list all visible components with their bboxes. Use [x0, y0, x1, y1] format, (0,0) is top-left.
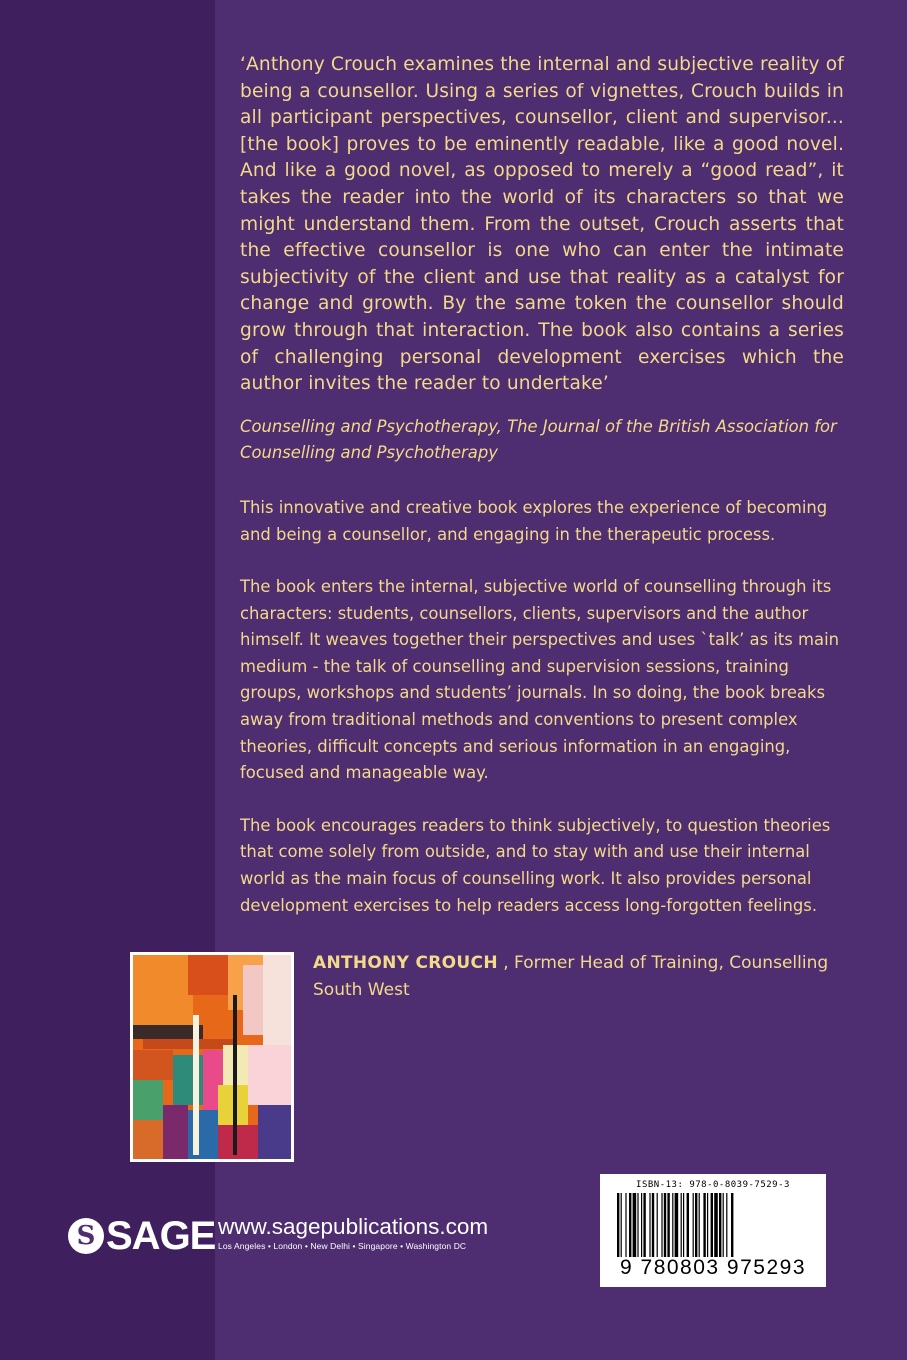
barcode-bar [625, 1193, 626, 1257]
barcode-bar [621, 1193, 622, 1257]
author-role: , Former Head of Training, Counselling South West [313, 953, 829, 1000]
isbn-label: ISBN-13: 978-0-8039-7529-3 [636, 1180, 790, 1190]
review-source: Counselling and Psychotherapy, The Journal of the British Association for Counselling and Psychotherapy [240, 416, 837, 463]
barcode-bar [693, 1193, 694, 1257]
barcode-bar [643, 1193, 645, 1257]
barcode-digits: 9 780803 975293 [620, 1256, 806, 1279]
description-paragraph-1: This innovative and creative book explores the experience of becoming and being a counsellor, and engaging in the therapeutic process. [240, 497, 828, 544]
description-paragraph-3: The book encourages readers to think subjectively, to question theories that come solely from outside, and to stay with and use their internal world as the main focus of counselling work. It also provides personal development exercises to help readers access long-forgotten feelings. [240, 815, 831, 915]
barcode-bar [649, 1193, 650, 1257]
barcode-bar [617, 1193, 619, 1257]
barcode-bar [714, 1193, 718, 1257]
publisher-info [218, 1214, 488, 1252]
barcode-bar [664, 1193, 666, 1257]
barcode-bar [657, 1193, 658, 1257]
sage-logo [68, 1214, 215, 1258]
barcode-bar [726, 1193, 727, 1257]
publisher-website[interactable]: www.sagepublications.com [218, 1214, 489, 1239]
barcode-bar [629, 1193, 631, 1257]
barcode-bars [615, 1193, 811, 1257]
barcode-bar [699, 1193, 700, 1257]
abstract-painting-image [133, 955, 291, 1159]
author-name: ANTHONY CROUCH [313, 953, 498, 973]
sage-logo-icon: S [68, 1218, 104, 1254]
sage-logo-text: SAGE [106, 1213, 216, 1258]
barcode-bar [672, 1193, 673, 1257]
back-cover-text [240, 52, 844, 945]
barcode-box [600, 1174, 826, 1287]
review-quote: ‘Anthony Crouch examines the internal and subjective reality of being a counsellor. Using a series of vignettes, Crouch builds in all participant perspectives, counsellor, client and supervisor... [the book] proves to be eminently readable, like a good novel. And like a good novel, as opposed to merely a “good read”, it takes the reader into the world of its characters so that we might understand them. From the outset, Crouch asserts that the effective counsellor is one who can enter the intimate subjectivity of the client and use that reality as a catalyst for change and growth. By the same token the counsellor should grow through that interaction. The book also contains a series of challenging personal development exercises which the author invites the reader to undertake’ [240, 54, 844, 395]
barcode-bar [683, 1193, 684, 1257]
barcode-bar [695, 1193, 697, 1257]
barcode-bar [637, 1193, 638, 1257]
barcode-bar [731, 1193, 733, 1257]
barcode-bar [707, 1193, 708, 1257]
author-credit [313, 950, 845, 1003]
barcode-bar [633, 1193, 637, 1257]
barcode-bar [652, 1193, 654, 1257]
description-paragraph-2: The book enters the internal, subjective world of counselling through its characters: students, counsellors, clients, supervisors and the author himself. It weaves together their perspectives and uses `talk’ as its main medium - the talk of counselling and supervision sessions, training groups, workshops and students’ journals. In so doing, the book breaks away from traditional methods and conventions to present complex theories, difficult concepts and serious information in an engaging, focused and manageable way. [240, 577, 840, 783]
barcode-bar [687, 1193, 689, 1257]
barcode-bar [667, 1193, 669, 1257]
barcode-bar [681, 1193, 682, 1257]
barcode-bar [711, 1193, 713, 1257]
front-cover-thumbnail [130, 952, 294, 1162]
barcode-bar [719, 1193, 721, 1257]
barcode-bar [641, 1193, 642, 1257]
publisher-cities: Los Angeles • London • New Delhi • Singapore • Washington DC [218, 1241, 467, 1251]
barcode-bar [661, 1193, 662, 1257]
barcode-bar [723, 1193, 724, 1257]
barcode-bar [703, 1193, 705, 1257]
barcode-bar [675, 1193, 679, 1257]
